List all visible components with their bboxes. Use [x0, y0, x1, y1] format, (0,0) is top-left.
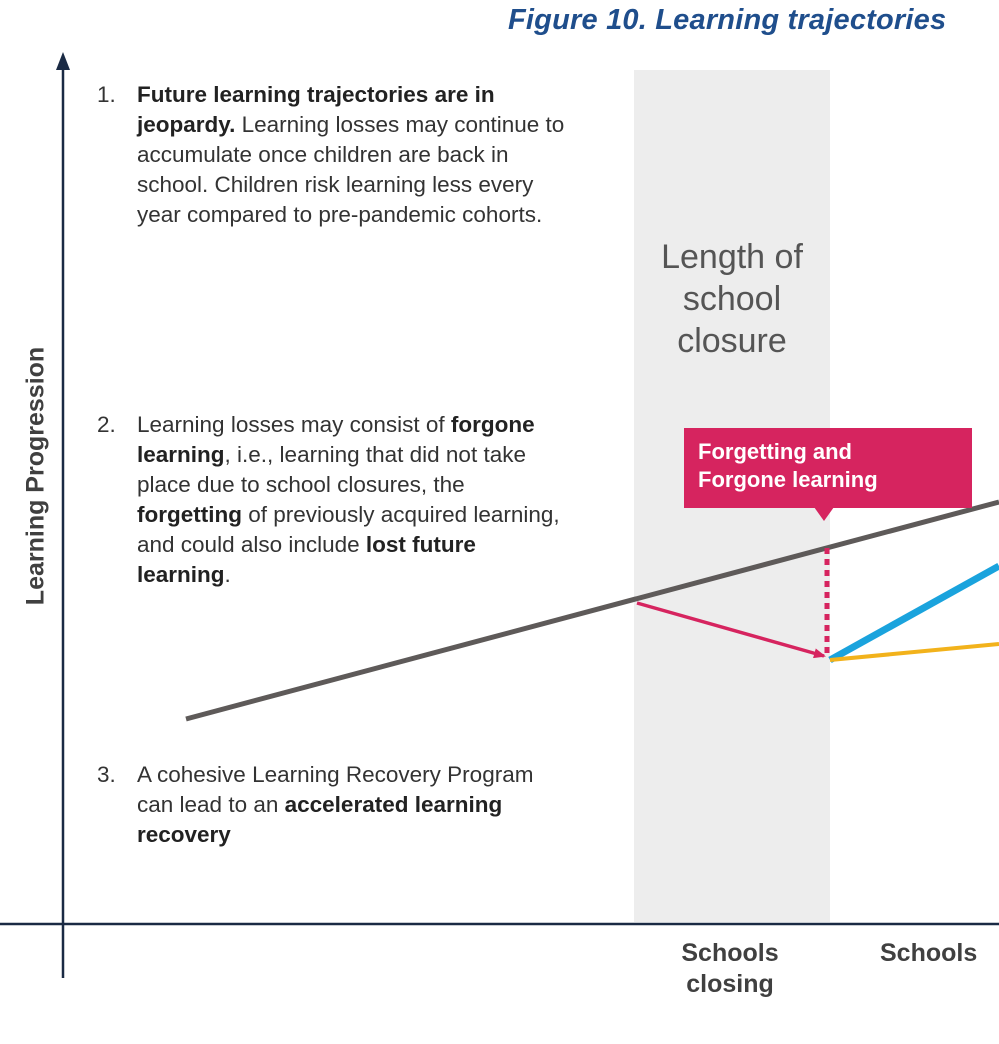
note-1: [97, 80, 567, 230]
note-body: Future learning trajectories are in jeopardy. Learning losses may continue to accumulate once children are back in school. Children risk learning less every year compared to pre-pandemic cohorts.: [137, 82, 565, 227]
forgetting-forgone-callout: Forgetting and Forgone learning: [684, 428, 972, 508]
closure-band-label: Length of school closure: [661, 238, 803, 360]
note-number: 3.: [97, 762, 116, 787]
learning-loss-arrow: [637, 603, 824, 656]
x-tick-schools-reopening: Schools: [880, 939, 978, 967]
note-2: [97, 410, 567, 590]
y-axis-arrowhead: [56, 52, 70, 70]
y-axis-label: Learning Progression: [21, 346, 50, 606]
note-3: [97, 760, 567, 850]
note-body: Learning losses may consist of forgone learning, i.e., learning that did not take place due to school closures, the forgetting of previously acquired learning, and could also include lost future learning.: [137, 412, 560, 587]
figure-title: Figure 10. Learning trajectories: [508, 4, 947, 36]
x-tick-schools-closing: Schools closing: [681, 939, 779, 998]
note-number: 1.: [97, 82, 116, 107]
note-body: A cohesive Learning Recovery Program can lead to an accelerated learning recovery: [137, 762, 534, 847]
callout-pointer: [814, 507, 834, 521]
note-number: 2.: [97, 412, 116, 437]
